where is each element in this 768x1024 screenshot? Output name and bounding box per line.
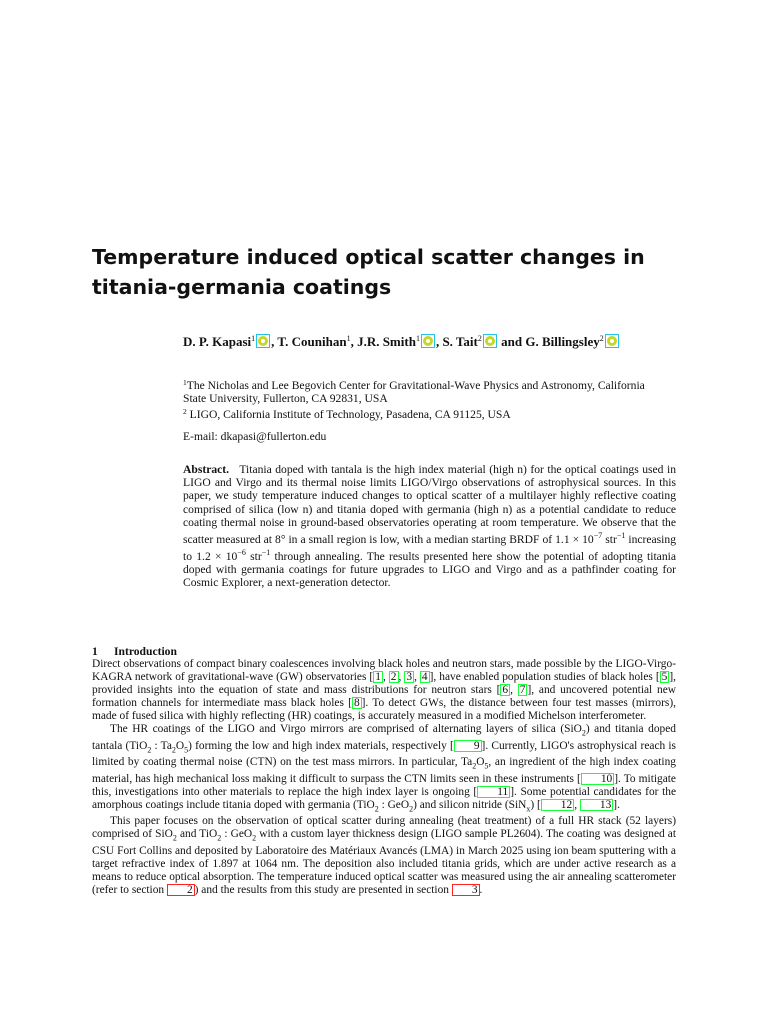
section-heading bbox=[92, 645, 177, 658]
affiliation-mark: 2 bbox=[599, 334, 604, 343]
orcid-icon[interactable] bbox=[483, 334, 497, 348]
author-conjunction: and bbox=[501, 334, 523, 349]
citation-link[interactable]: 10 bbox=[581, 773, 614, 785]
affiliation-1: $^1$The Nicholas and Lee Begovich Center for Gravitational-Wave Physics and Astronomy, California State University, Fullerton, CA 92831, USA bbox=[183, 378, 645, 405]
citation-link[interactable]: 3 bbox=[406, 671, 413, 684]
citation-link[interactable]: 2 bbox=[390, 671, 397, 684]
abstract: Abstract. Titania doped with tantala is the high index material (high n) for the optical coatings used in LIGO and Virgo and its thermal noise limits LIGO/Virgo observations of astrophysical sources. In this paper, we study temperature induced changes to optical scatter of a multilayer highly reflective coating comprised of silica (low n) and titania doped with germania (high n) as a potential candidate to reduce coating thermal noise in ground-based observatories operating at room temperature. We observe that the scatter measured at 8° in a small region is low, with a median starting BRDF of $1.1 \times 10^{-7}$ str$^{-1}$ increasing to $1.2 \times 10^{-6}$ str$^{-1}$ through annealing. The results presented here show the potential of adopting titania doped with germania coatings for future upgrades to LIGO and Virgo and as a pathfinder coating for Cosmic Explorer, a next-generation detector. bbox=[183, 463, 676, 590]
paragraph: The HR coatings of the LIGO and Virgo mirrors are comprised of alternating layers of silica (SiO$_2$) and titania doped tantala (TiO$_2$ : $Ta_2O_5$) forming the low and high index materials, respectively [ 9 ]. Currently, LIGO's astrophysical reach is limited by coating thermal noise (CTN) on the test mass mirrors. In particular, $Ta_2O_5$, an ingredient of the high index coating material, has high mechanical loss making it difficult to surpass the CTN limits seen in these instruments [ 10 ]. To mitigate this, investigations into other materials to replace the high index layer is ongoing [ 11 ]. Some potential candidates for the amorphous coatings include titania doped with germania (TiO$_2$ : GeO$_2$) and silicon nitride (SiN$_x$) [ 12 , 13 ]. bbox=[92, 723, 676, 814]
orcid-icon[interactable] bbox=[421, 334, 435, 348]
author-name: S. Tait bbox=[442, 334, 478, 349]
affiliation-mark: 2 bbox=[477, 334, 482, 343]
citation-link[interactable]: 4 bbox=[421, 671, 428, 684]
section-link[interactable]: 2 bbox=[167, 884, 195, 896]
citation-link[interactable]: 8 bbox=[353, 697, 360, 710]
paper-title: Temperature induced optical scatter changes in titania-germania coatings bbox=[92, 245, 645, 299]
author-list: D. P. Kapasi$^1$ , T. Counihan$^1$, J.R. Smith$^1$ , S. Tait$^2$ and G. Billingsley$^2$ bbox=[183, 331, 683, 350]
author-name: D. P. Kapasi bbox=[183, 334, 252, 349]
author-name: T. Counihan bbox=[277, 334, 347, 349]
section-link[interactable]: 3 bbox=[452, 884, 480, 896]
abstract-label: Abstract. bbox=[183, 463, 230, 476]
section-title: Introduction bbox=[114, 645, 177, 658]
affiliation-mark: 1 bbox=[251, 334, 256, 343]
affiliations bbox=[183, 376, 653, 421]
affiliation-mark: 1 bbox=[415, 334, 420, 343]
affiliation-2: $^2$ LIGO, California Institute of Technology, Pasadena, CA 91125, USA bbox=[183, 407, 511, 421]
contact-email[interactable]: E-mail: dkapasi@fullerton.edu bbox=[183, 430, 327, 443]
citation-link[interactable]: 9 bbox=[454, 740, 482, 752]
affiliation-mark: 1 bbox=[346, 334, 351, 343]
paragraph: Direct observations of compact binary coalescences involving black holes and neutron stars, made possible by the LIGO-Virgo-KAGRA network of gravitational-wave (GW) observatories [ 1 , 2 , 3 , 4 ], have enabled population studies of black holes [ 5 ], provided insights into the equation of state and mass distributions for neutron stars [ 6 , 7 ], and uncovered potential new formation channels for intermediate mass black holes [ 8 ]. To detect GWs, the distance between four test masses (mirrors), made of fused silica with highly reflecting (HR) coatings, is accurately measured in a modified Michelson interferometer. bbox=[92, 658, 676, 723]
section-number: 1 bbox=[92, 645, 98, 658]
citation-link[interactable]: 1 bbox=[375, 671, 381, 684]
citation-link[interactable]: 12 bbox=[541, 799, 574, 811]
orcid-icon[interactable] bbox=[256, 334, 270, 348]
introduction-body bbox=[92, 658, 676, 897]
citation-link[interactable]: 7 bbox=[519, 684, 526, 697]
paragraph: This paper focuses on the observation of optical scatter during annealing (heat treatment) of a full HR stack (52 layers) comprised of SiO$_2$ and TiO$_2$ : GeO$_2$ with a custom layer thickness design (LIGO sample PL2604). The coating was designed at CSU Fort Collins and deposited by Laboratoire des Matériaux Avancés (LMA) in March 2025 using ion beam sputtering with a target refractive index of 1.897 at 1064 nm. The deposition also included titania grids, which are under active research as a means to reduce optical absorption. The temperature induced optical scatter was measured using the air annealing scatterometer (refer to section 2 ) and the results from this study are presented in section 3 . bbox=[92, 815, 677, 896]
citation-link[interactable]: 5 bbox=[661, 671, 668, 684]
citation-link[interactable]: 13 bbox=[580, 799, 613, 811]
author-name: G. Billingsley bbox=[525, 334, 600, 349]
citation-link[interactable]: 11 bbox=[477, 786, 510, 798]
author-name: J.R. Smith bbox=[357, 334, 416, 349]
citation-link[interactable]: 6 bbox=[502, 684, 509, 697]
orcid-icon[interactable] bbox=[605, 334, 619, 348]
